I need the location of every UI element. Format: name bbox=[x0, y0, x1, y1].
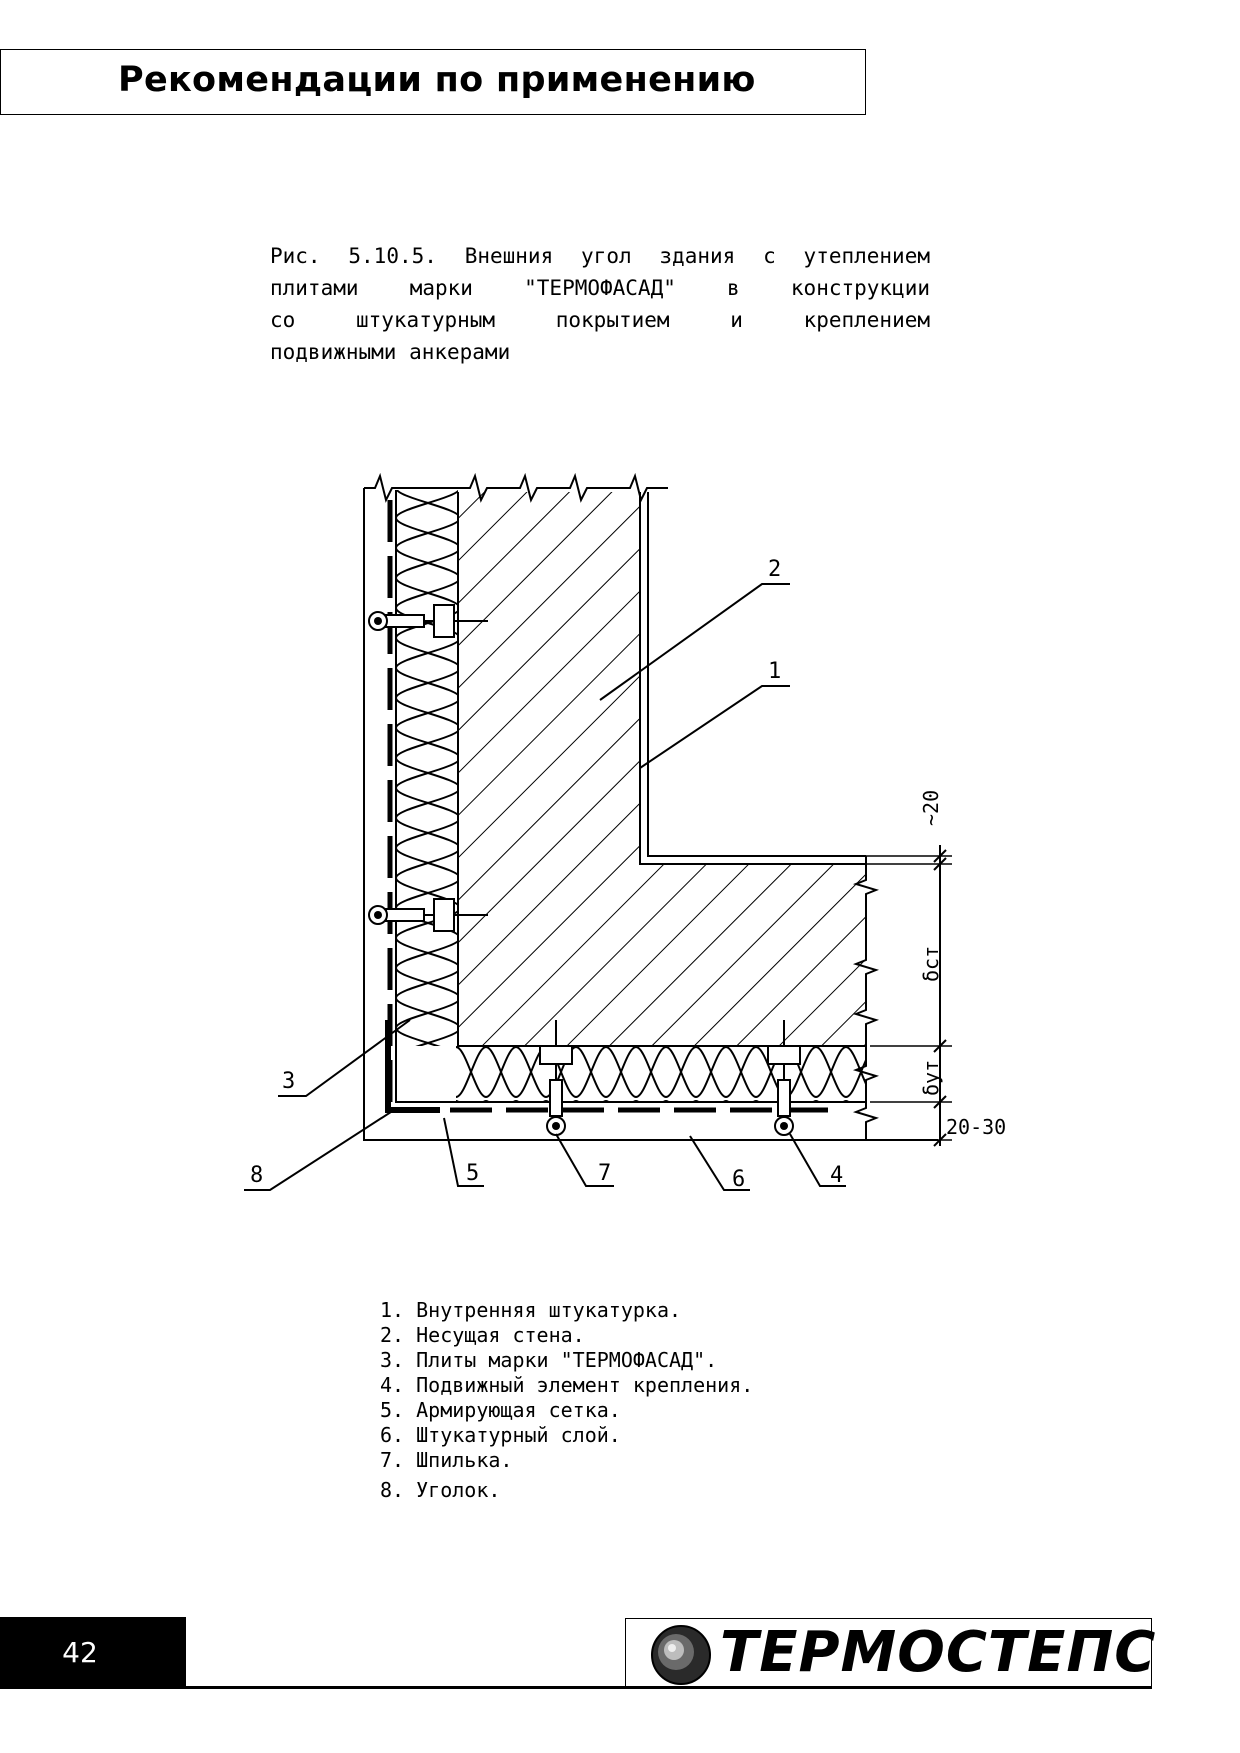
callout-7: 7 bbox=[598, 1161, 612, 1186]
callout-1: 1 bbox=[768, 659, 782, 684]
legend-item: 4. Подвижный элемент крепления. bbox=[380, 1373, 754, 1397]
dim-wall-label: δст bbox=[919, 945, 943, 982]
caption-line-1: Рис. 5.10.5. Внешния угол здания с утеплением bbox=[270, 244, 930, 268]
legend-item: 7. Шпилька. bbox=[380, 1448, 513, 1472]
insulation-horizontal bbox=[456, 1046, 866, 1102]
caption-line-4: подвижными анкерами bbox=[270, 340, 511, 364]
legend-item: 3. Плиты марки "ТЕРМОФАСАД". bbox=[380, 1348, 718, 1372]
dim-insulation-label: δут bbox=[919, 1059, 943, 1096]
callout-6: 6 bbox=[732, 1167, 746, 1192]
page-title: Рекомендации по применению bbox=[118, 60, 756, 100]
legend-item: 2. Несущая стена. bbox=[380, 1323, 585, 1347]
legend-item: 5. Армирующая сетка. bbox=[380, 1398, 621, 1422]
callout-4: 4 bbox=[830, 1163, 844, 1188]
wall-hatch bbox=[440, 470, 880, 1070]
dim-top-label: ~20 bbox=[919, 789, 943, 826]
callout-2: 2 bbox=[768, 557, 782, 582]
callout-3: 3 bbox=[282, 1069, 296, 1094]
brand-logo-icon bbox=[650, 1624, 712, 1686]
brand-logo-text: ТЕРМОСТЕПС bbox=[720, 1620, 1157, 1685]
inner-plaster-inner-line bbox=[648, 492, 866, 856]
legend-item: 1. Внутренняя штукатурка. bbox=[380, 1298, 682, 1322]
insulation-vertical bbox=[396, 490, 458, 1046]
inner-plaster-outer-line bbox=[640, 492, 866, 864]
legend bbox=[380, 1298, 753, 1503]
caption-line-2: плитами марки "ТЕРМОФАСАД" в конструкции bbox=[270, 276, 930, 300]
caption-line-3: со штукатурным покрытием и креплением bbox=[270, 308, 930, 332]
dim-plaster-label: 20-30 bbox=[946, 1115, 1007, 1139]
callout-8: 8 bbox=[250, 1163, 264, 1188]
legend-item: 8. Уголок. bbox=[380, 1478, 501, 1502]
callout-5: 5 bbox=[466, 1161, 480, 1186]
page-number: 42 bbox=[62, 1636, 98, 1669]
legend-item: 6. Штукатурный слой. bbox=[380, 1423, 621, 1447]
